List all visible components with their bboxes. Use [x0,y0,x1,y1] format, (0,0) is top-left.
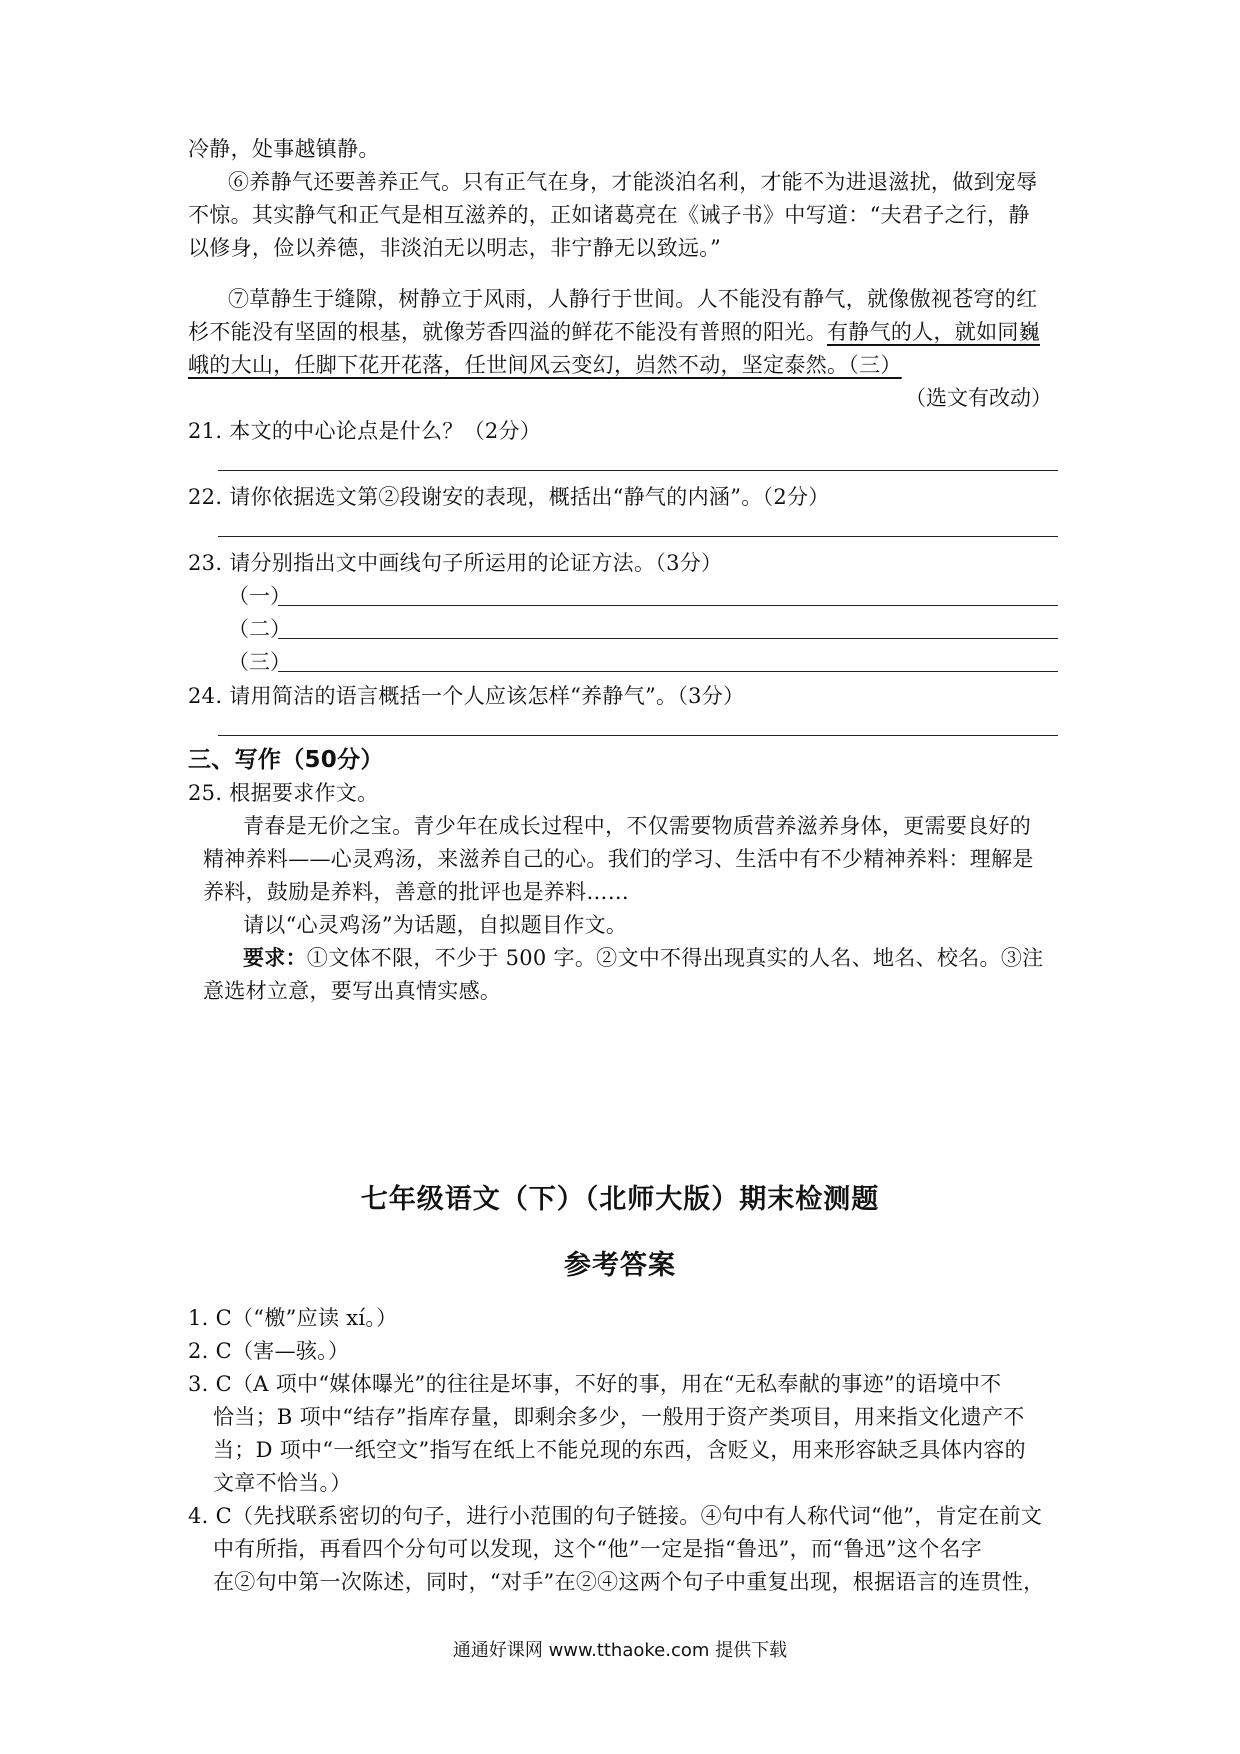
answer-line [278,605,1058,606]
blank-label: （三） [228,650,291,674]
answer-line [278,671,1058,672]
answer-item: 4. C（先找联系密切的句子，进行小范围的句子链接。④句中有人称代词“他”，肯定在前文 [188,1504,1043,1528]
answer-item: 当；D 项中“一纸空文”指写在纸上不能兑现的东西，含贬义，用来形容缺乏具体内容的 [213,1438,1026,1462]
answer-item: 中有所指，再看四个分句可以发现，这个“他”一定是指“鲁迅”，而“鲁迅”这个名字 [213,1537,983,1561]
requirement-text: ①文体不限，不少于 500 字。②文中不得出现真实的人名、地名、校名。③注 [306,946,1044,970]
passage-line: 不惊。其实静气和正气是相互滋养的，正如诸葛亮在《诫子书》中写道：“夫君子之行，静 [188,203,1030,227]
answer-item: 文章不恰当。） [213,1471,352,1495]
answer-item: 3. C（A 项中“媒体曝光”的往往是坏事，不好的事，用在“无私奉献的事迹”的语境中不 [188,1372,1002,1396]
question-25: 25. 根据要求作文。 [188,781,379,805]
answer-item: 在②句中第一次陈述，同时，“对手”在②④这两个句子中重复出现，根据语言的连贯性， [213,1570,1045,1594]
answer-item: 恰当；B 项中“结存”指库存量，即剩余多少，一般用于资产类项目，用来指文化遗产不 [213,1405,1025,1429]
question-22: 22. 请你依据选文第②段谢安的表现，概括出“静气的内涵”。（2分） [188,485,830,509]
passage-line [188,353,1058,377]
writing-prompt-line: 养料，鼓励是养料，善意的批评也是养料…… [203,880,629,904]
writing-prompt-line: 青春是无价之宝。青少年在成长过程中，不仅需要物质营养滋养身体，更需要良好的 [243,814,1032,838]
source-note: （选文有改动） [905,386,1052,410]
passage-line: 冷静，处事越镇静。 [188,137,380,161]
underlined-sentence: 峨的大山，任脚下花开花落，任世间风云变幻，岿然不动，坚定泰然。（三） [188,353,902,377]
writing-prompt-line: 请以“心灵鸡汤”为话题，自拟题目作文。 [243,913,628,937]
passage-line: ⑦草静生于缝隙，树静立于风雨，人静行于世间。人不能没有静气，就像傲视苍穹的红 [228,287,1038,311]
answer-item: 2. C（害—骇。） [188,1339,350,1363]
passage-line [188,320,1058,344]
answer-line [218,735,1058,736]
requirement-label: 要求： [243,946,307,970]
section-heading: 三、写作（50分） [188,747,384,773]
passage-text: 杉不能没有坚固的根基，就像芳香四溢的鲜花不能没有普照的阳光。 [188,320,827,344]
passage-line: ⑥养静气还要善养正气。只有正气在身，才能淡泊名利，才能不为进退滋扰，做到宠辱 [228,170,1038,194]
answer-key-subtitle: 参考答案 [564,1250,676,1281]
question-21: 21. 本文的中心论点是什么？（2分） [188,419,542,443]
answer-line [278,638,1058,639]
writing-requirement [243,946,1058,970]
footer-text: 通通好课网 www.tthaoke.com 提供下载 [452,1640,788,1661]
blank-label: （一） [228,584,291,608]
question-24: 24. 请用简洁的语言概括一个人应该怎样“养静气”。（3分） [188,684,745,708]
passage-line: 以修身，俭以养德，非淡泊无以明志，非宁静无以致远。” [188,236,722,260]
answer-key-title: 七年级语文（下）（北师大版）期末检测题 [360,1184,880,1215]
writing-prompt-line: 精神养料——心灵鸡汤，来滋养自己的心。我们的学习、生活中有不少精神养料：理解是 [203,847,1034,871]
answer-line [218,536,1058,537]
answer-item: 1. C（“檄”应读 xí。） [188,1306,398,1330]
writing-requirement: 意选材立意，要写出真情实感。 [203,979,502,1003]
blank-label: （二） [228,617,291,641]
underlined-sentence: 有静气的人，就如同巍 [827,320,1040,344]
question-23: 23. 请分别指出文中画线句子所运用的论证方法。（3分） [188,551,723,575]
answer-line [218,470,1058,471]
